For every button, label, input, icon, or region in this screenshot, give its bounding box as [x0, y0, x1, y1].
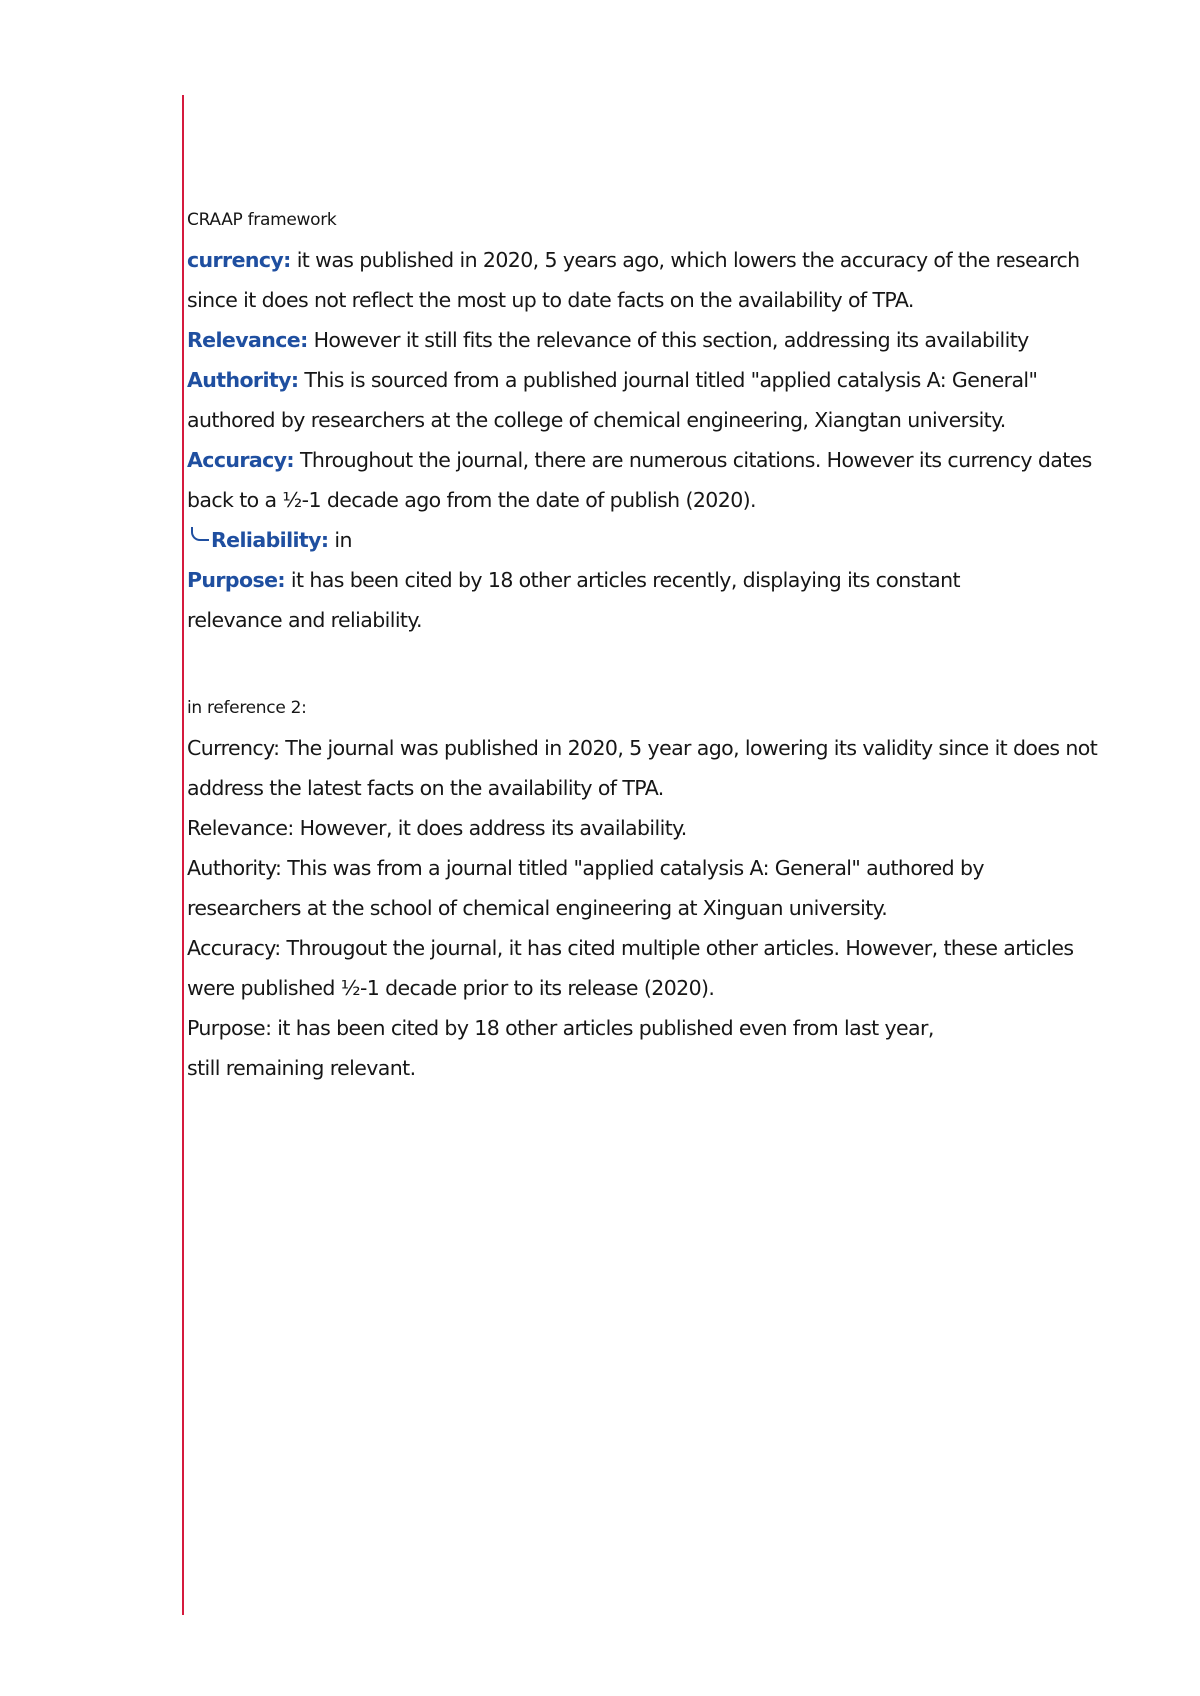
craap-section-2	[187, 688, 1192, 1088]
section-heading: CRAAP framework	[187, 210, 337, 230]
handwritten-notes	[187, 200, 1192, 1088]
accuracy-text-2: were published ½-1 decade prior to its release (2020).	[187, 976, 715, 1000]
purpose-text-2: relevance and reliability.	[187, 608, 422, 632]
accuracy-label: Accuracy:	[187, 448, 295, 472]
currency-text-1: it was published in 2020, 5 years ago, which lowers the accuracy of the research	[290, 248, 1080, 272]
relevance-entry	[187, 808, 1192, 848]
purpose-text-2: still remaining relevant.	[187, 1056, 416, 1080]
purpose-label: Purpose:	[187, 568, 285, 592]
arrow-hook-icon	[191, 527, 209, 541]
section-heading: in reference 2:	[187, 698, 307, 718]
accuracy-entry	[187, 928, 1192, 968]
accuracy-text-1: Througout the journal, it has cited multiple other articles. However, these articles	[280, 936, 1074, 960]
accuracy-text-2: back to a ½-1 decade ago from the date of publish (2020).	[187, 488, 756, 512]
relevance-text: However, it does address its availability.	[293, 816, 687, 840]
relevance-label: Relevance:	[187, 816, 294, 840]
currency-text-1: The journal was published in 2020, 5 year ago, lowering its validity since it does not	[279, 736, 1098, 760]
currency-text-2: since it does not reflect the most up to date facts on the availability of TPA.	[187, 288, 914, 312]
reliability-text: in	[328, 528, 352, 552]
reliability-label: Reliability:	[211, 528, 329, 552]
purpose-entry	[187, 1008, 1192, 1048]
authority-entry	[187, 848, 1192, 888]
authority-text-2: researchers at the school of chemical engineering at Xinguan university.	[187, 896, 888, 920]
relevance-entry	[187, 320, 1192, 360]
authority-text-1: This is sourced from a published journal titled "applied catalysis A: General"	[298, 368, 1038, 392]
currency-entry	[187, 728, 1192, 768]
authority-label: Authority:	[187, 368, 299, 392]
accuracy-label: Accuracy:	[187, 936, 281, 960]
section-gap	[187, 640, 1192, 688]
purpose-entry	[187, 560, 1192, 600]
currency-label: currency:	[187, 248, 291, 272]
red-margin-line	[182, 95, 184, 1615]
authority-entry	[187, 360, 1192, 400]
accuracy-text-1: Throughout the journal, there are numerous citations. However its currency dates	[294, 448, 1092, 472]
craap-section-1	[187, 200, 1192, 640]
currency-label: Currency:	[187, 736, 280, 760]
currency-entry	[187, 240, 1192, 280]
purpose-label: Purpose:	[187, 1016, 272, 1040]
purpose-text-1: it has been cited by 18 other articles published even from last year,	[271, 1016, 934, 1040]
authority-text-2: authored by researchers at the college of chemical engineering, Xiangtan university.	[187, 408, 1006, 432]
reliability-entry	[187, 520, 1192, 560]
accuracy-entry	[187, 440, 1192, 480]
relevance-label: Relevance:	[187, 328, 308, 352]
authority-label: Authority:	[187, 856, 282, 880]
currency-text-2: address the latest facts on the availability of TPA.	[187, 776, 664, 800]
authority-text-1: This was from a journal titled "applied catalysis A: General" authored by	[281, 856, 984, 880]
relevance-text: However it still fits the relevance of this section, addressing its availability	[307, 328, 1029, 352]
purpose-text-1: it has been cited by 18 other articles recently, displaying its constant	[285, 568, 960, 592]
